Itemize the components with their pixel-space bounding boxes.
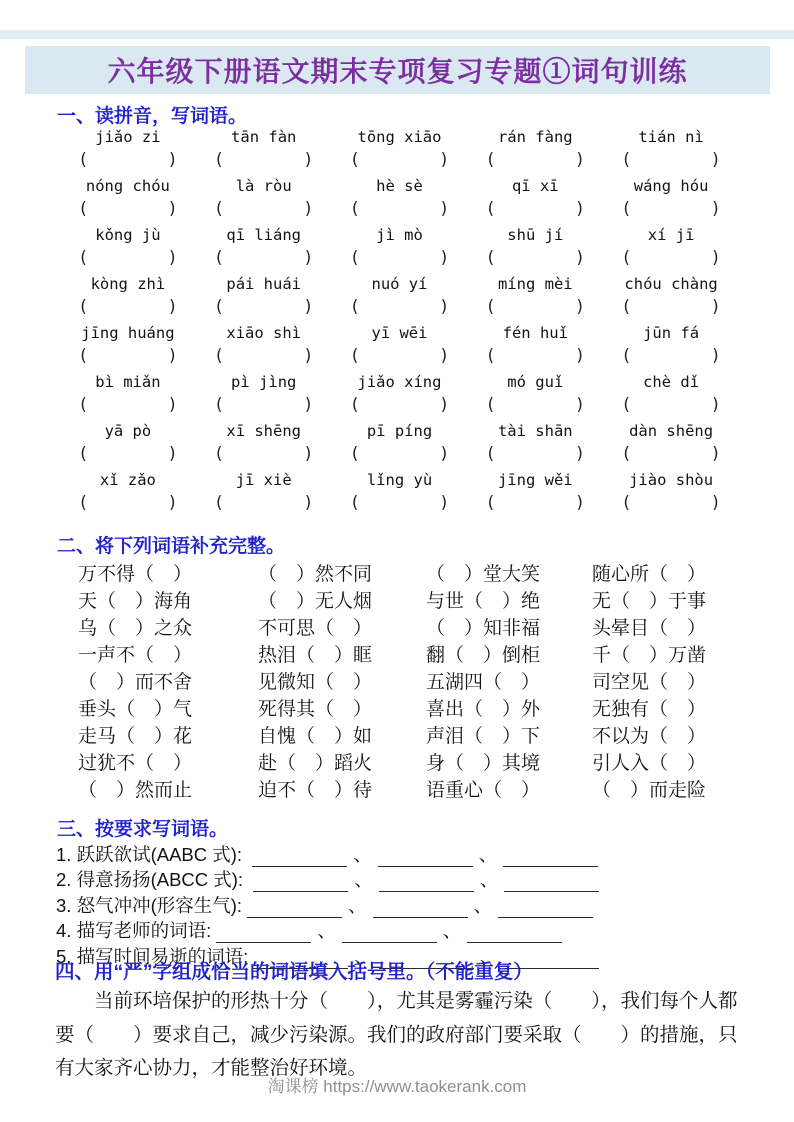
answer-blank-parens: ( )	[621, 346, 721, 365]
pinyin-cell	[196, 226, 332, 275]
answer-blank-parens: ( )	[485, 444, 585, 463]
answer-blank-line	[504, 874, 599, 892]
idiom-item: （ ）堂大笑	[426, 564, 541, 585]
section-4-paragraph: 当前环培保护的形热十分（ ），尤其是雾霾污染（ ），我们每个人都要（ ）要求自己，减少污染源。我们的政府部门要采取（ ）的措施，只有大家齐心协力，才能整治好环境。	[55, 990, 738, 1079]
answer-blank-parens: ( )	[214, 150, 314, 169]
idiom-item: 司空见（ ）	[592, 672, 707, 693]
answer-blank-parens: ( )	[78, 248, 178, 267]
pinyin-cell	[332, 226, 468, 275]
idiom-item: 头晕目（ ）	[592, 618, 707, 639]
idiom-item: 走马（ ）花	[78, 726, 193, 747]
pinyin-row	[60, 275, 739, 324]
idiom-item: 不以为（ ）	[592, 726, 707, 747]
idiom-item: 无独有（ ）	[592, 699, 707, 720]
idiom-item: （ ）然不同	[258, 564, 373, 585]
title-banner	[25, 46, 770, 94]
write-words-line	[56, 841, 794, 867]
answer-blank-line	[253, 874, 348, 892]
pinyin-cell	[332, 324, 468, 373]
pinyin-cell	[60, 324, 196, 373]
page-title: 六年级下册语文期末专项复习专题①词句训练	[107, 56, 688, 87]
answer-blank-parens: ( )	[485, 346, 585, 365]
pinyin-text: nóng chóu	[85, 177, 170, 195]
pinyin-cell	[196, 177, 332, 226]
write-words-label: 4. 描写老师的词语:	[56, 920, 212, 941]
pinyin-text: tián nì	[638, 128, 704, 146]
answer-blank-line	[252, 849, 347, 867]
section-3-header: 三、按要求写词语。	[57, 819, 229, 840]
pinyin-cell	[196, 373, 332, 422]
pinyin-cell	[196, 422, 332, 471]
answer-blank-line	[503, 849, 598, 867]
pinyin-cell	[603, 471, 739, 520]
answer-blank-line	[378, 849, 473, 867]
pinyin-text: jīng wěi	[497, 471, 573, 489]
pinyin-row	[60, 422, 739, 471]
top-divider-strip	[0, 30, 794, 39]
write-words-line	[56, 867, 794, 893]
idiom-item: 语重心（ ）	[426, 780, 541, 801]
answer-blank-parens: ( )	[349, 493, 450, 512]
answer-blank-parens: ( )	[621, 444, 721, 463]
idiom-item: 与世（ ）绝	[426, 591, 541, 612]
separator: 、	[354, 869, 373, 890]
section-4-header: 四、用“严”字组成恰当的词语填入括号里。（不能重复）	[55, 961, 533, 983]
write-words-list	[0, 841, 794, 969]
pinyin-cell	[467, 471, 603, 520]
pinyin-cell	[603, 422, 739, 471]
pinyin-cell	[60, 177, 196, 226]
answer-blank-line	[467, 925, 562, 943]
pinyin-text: rán fàng	[497, 128, 573, 146]
pinyin-cell	[603, 373, 739, 422]
pinyin-cell	[332, 177, 468, 226]
pinyin-text: pái huái	[226, 275, 302, 293]
idiom-item: 一声不（ ）	[78, 645, 193, 666]
separator: 、	[479, 945, 499, 967]
write-words-label: 2. 得意扬扬(ABCC 式):	[56, 869, 249, 890]
pinyin-cell	[467, 422, 603, 471]
answer-blank-parens: ( )	[349, 297, 450, 316]
pinyin-cell	[467, 177, 603, 226]
pinyin-text: hè sè	[376, 177, 423, 195]
answer-blank-parens: ( )	[349, 199, 450, 218]
pinyin-text: jiǎo xíng	[357, 373, 442, 391]
answer-blank-parens: ( )	[621, 395, 721, 414]
pinyin-cell	[603, 275, 739, 324]
pinyin-cell	[332, 422, 468, 471]
pinyin-cell	[467, 226, 603, 275]
pinyin-cell	[467, 373, 603, 422]
pinyin-text: jīng huáng	[81, 324, 175, 342]
pinyin-text: là ròu	[235, 177, 292, 195]
pinyin-text: míng mèi	[497, 275, 573, 293]
pinyin-text: nuó yí	[371, 275, 428, 293]
answer-blank-parens: ( )	[349, 346, 450, 365]
pinyin-cell	[332, 128, 468, 177]
pinyin-cell	[196, 275, 332, 324]
write-words-line	[56, 918, 794, 944]
footer-watermark: 淘课榜 https://www.taokerank.com	[267, 1077, 527, 1096]
answer-blank-parens: ( )	[78, 395, 178, 414]
pinyin-cell	[60, 471, 196, 520]
pinyin-text: jūn fá	[643, 324, 700, 342]
answer-blank-parens: ( )	[78, 346, 178, 365]
answer-blank-parens: ( )	[621, 199, 721, 218]
answer-blank-parens: ( )	[621, 248, 721, 267]
pinyin-text: mó guǐ	[507, 373, 564, 391]
idiom-grid	[0, 561, 794, 804]
answer-blank-parens: ( )	[621, 297, 721, 316]
pinyin-cell	[467, 128, 603, 177]
answer-blank-parens: ( )	[214, 297, 314, 316]
idiom-item: （ ）然而止	[78, 780, 193, 801]
pinyin-text: tōng xiāo	[357, 128, 442, 146]
pinyin-cell	[467, 324, 603, 373]
separator: 、	[317, 920, 336, 941]
idiom-item: （ ）知非福	[426, 618, 541, 639]
idiom-item: 无（ ）于事	[592, 591, 707, 612]
idiom-item: 千（ ）万凿	[592, 645, 707, 666]
separator: 、	[442, 920, 462, 941]
pinyin-row	[60, 226, 739, 275]
pinyin-text: shū jí	[507, 226, 564, 244]
idiom-item: 万不得（ ）	[78, 564, 193, 585]
answer-blank-parens: ( )	[214, 493, 314, 512]
pinyin-cell	[60, 128, 196, 177]
pinyin-text: fén huǐ	[502, 324, 568, 342]
idiom-item: 过犹不（ ）	[78, 753, 193, 774]
pinyin-text: kòng zhì	[90, 275, 166, 293]
section-2-header: 二、将下列词语补充完整。	[57, 536, 286, 557]
answer-blank-parens: ( )	[485, 248, 585, 267]
pinyin-grid	[0, 128, 794, 520]
idiom-item: 身（ ）其境	[426, 753, 541, 774]
answer-blank-parens: ( )	[214, 199, 314, 218]
pinyin-text: chè dǐ	[643, 373, 700, 391]
pinyin-text: xǐ zǎo	[99, 471, 156, 489]
answer-blank-parens: ( )	[214, 395, 314, 414]
idiom-item: 翻（ ）倒柜	[426, 645, 541, 666]
pinyin-cell	[603, 324, 739, 373]
write-words-label: 1. 跃跃欲试(AABC 式):	[56, 843, 248, 865]
pinyin-cell	[603, 177, 739, 226]
idiom-item: （ ）无人烟	[258, 591, 373, 612]
pinyin-cell	[196, 128, 332, 177]
pinyin-text: lǐng yù	[366, 471, 433, 489]
pinyin-cell	[467, 275, 603, 324]
answer-blank-line	[379, 874, 474, 892]
write-words-label: 3. 怒气冲冲(形容生气):	[56, 894, 243, 916]
pinyin-text: yā pò	[104, 422, 152, 440]
pinyin-row	[60, 471, 739, 520]
idiom-item: （ ）而不舍	[78, 672, 193, 693]
answer-blank-parens: ( )	[214, 346, 314, 365]
answer-blank-line	[342, 925, 437, 943]
pinyin-row	[60, 373, 739, 422]
separator: 、	[353, 843, 372, 865]
idiom-item: 乌（ ）之众	[78, 618, 193, 639]
idiom-item: 天（ ）海角	[78, 591, 193, 612]
pinyin-cell	[332, 373, 468, 422]
pinyin-text: jī xiè	[235, 471, 292, 489]
pinyin-text: pī píng	[366, 422, 433, 440]
answer-blank-parens: ( )	[78, 150, 178, 169]
separator: 、	[348, 894, 367, 916]
write-words-label: 5. 描写时间易逝的词语:	[56, 945, 249, 967]
idiom-item: 五湖四（ ）	[426, 672, 541, 693]
pinyin-cell	[332, 275, 468, 324]
idiom-item: 死得其（ ）	[258, 699, 373, 720]
answer-blank-parens: ( )	[214, 248, 314, 267]
pinyin-text: bì miǎn	[95, 373, 161, 391]
pinyin-cell	[332, 471, 468, 520]
idiom-item: 不可思（ ）	[258, 618, 373, 639]
pinyin-cell	[603, 226, 739, 275]
pinyin-cell	[60, 226, 196, 275]
idiom-item: 见微知（ ）	[258, 672, 373, 693]
answer-blank-parens: ( )	[78, 493, 178, 512]
answer-blank-parens: ( )	[214, 444, 314, 463]
idiom-item: 热泪（ ）眶	[258, 645, 373, 666]
pinyin-text: jiǎo zi	[95, 128, 161, 146]
pinyin-cell	[196, 471, 332, 520]
pinyin-text: dàn shēng	[629, 422, 714, 440]
idiom-item: 迫不（ ）待	[258, 780, 373, 801]
pinyin-text: xí jī	[647, 226, 695, 244]
idiom-item: 自愧（ ）如	[258, 726, 373, 747]
answer-blank-parens: ( )	[349, 395, 450, 414]
idiom-item: 赴（ ）蹈火	[258, 753, 373, 774]
pinyin-text: xī shēng	[226, 422, 302, 440]
answer-blank-parens: ( )	[621, 150, 721, 169]
pinyin-cell	[603, 128, 739, 177]
pinyin-text: yī wēi	[371, 324, 428, 342]
pinyin-text: pì jìng	[231, 373, 297, 391]
pinyin-text: qī xī	[511, 177, 559, 195]
pinyin-cell	[196, 324, 332, 373]
answer-blank-line	[216, 925, 311, 943]
pinyin-text: kǒng jù	[95, 226, 161, 244]
answer-blank-parens: ( )	[485, 297, 585, 316]
pinyin-row	[60, 128, 739, 177]
pinyin-text: chóu chàng	[624, 275, 718, 293]
separator: 、	[478, 843, 498, 865]
answer-blank-parens: ( )	[349, 444, 450, 463]
idiom-item: 随心所（ ）	[592, 564, 707, 585]
separator: 、	[473, 894, 493, 916]
idiom-item: 引人入（ ）	[592, 753, 707, 774]
answer-blank-parens: ( )	[485, 493, 585, 512]
pinyin-text: jiào shòu	[629, 471, 714, 489]
answer-blank-parens: ( )	[78, 199, 178, 218]
answer-blank-line	[247, 900, 342, 918]
answer-blank-parens: ( )	[485, 395, 585, 414]
answer-blank-parens: ( )	[78, 297, 178, 316]
pinyin-text: wáng hóu	[633, 177, 709, 195]
pinyin-cell	[60, 422, 196, 471]
pinyin-text: tān fàn	[231, 128, 297, 146]
answer-blank-parens: ( )	[349, 150, 450, 169]
answer-blank-parens: ( )	[485, 199, 585, 218]
pinyin-text: qī liáng	[226, 226, 302, 244]
pinyin-text: tài shān	[497, 422, 573, 440]
pinyin-cell	[60, 275, 196, 324]
answer-blank-parens: ( )	[349, 248, 450, 267]
pinyin-row	[60, 177, 739, 226]
answer-blank-line	[498, 900, 593, 918]
answer-blank-parens: ( )	[78, 444, 178, 463]
section-1-header: 一、读拼音，写词语。	[57, 106, 248, 127]
idiom-item: 声泪（ ）下	[426, 726, 541, 747]
answer-blank-line	[373, 900, 468, 918]
separator: 、	[354, 945, 373, 967]
idiom-item: 喜出（ ）外	[426, 699, 541, 720]
pinyin-row	[60, 324, 739, 373]
pinyin-text: xiāo shì	[226, 324, 302, 342]
answer-blank-parens: ( )	[621, 493, 721, 512]
separator: 、	[479, 869, 499, 890]
answer-blank-parens: ( )	[485, 150, 585, 169]
pinyin-cell	[60, 373, 196, 422]
pinyin-text: jì mò	[376, 226, 423, 244]
idiom-item: 垂头（ ）气	[78, 699, 193, 720]
idiom-item: （ ）而走险	[592, 780, 707, 801]
write-words-line	[56, 892, 794, 918]
